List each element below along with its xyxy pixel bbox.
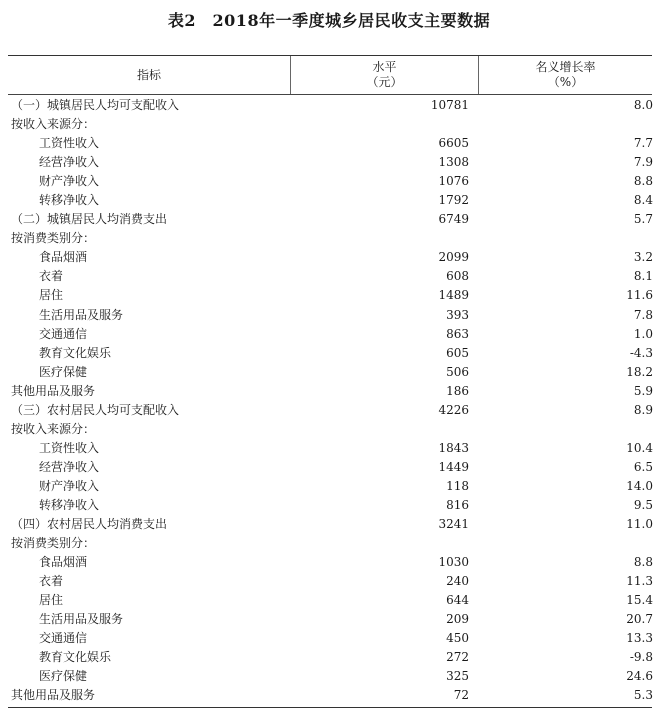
table-row <box>8 115 652 134</box>
row-growth-value: 11.0 <box>626 517 653 532</box>
row-level-value: 240 <box>446 574 469 589</box>
row-label: 交通通信 <box>39 326 88 341</box>
row-growth-value: 5.9 <box>633 383 653 398</box>
table-row <box>8 229 652 248</box>
row-label: （一）城镇居民人均可支配收入 <box>11 98 180 112</box>
row-growth-value: 24.6 <box>626 669 653 684</box>
row-growth-value: -4.3 <box>629 345 653 360</box>
table-row <box>8 210 652 229</box>
table-row <box>8 306 652 325</box>
row-growth-value: 3.2 <box>633 250 653 265</box>
row-label: 按收入来源分： <box>11 421 96 436</box>
row-label: 工资性收入 <box>39 136 100 151</box>
table-header <box>8 56 652 95</box>
table-row <box>8 534 652 553</box>
row-growth-value: 7.9 <box>633 155 653 170</box>
row-growth-value: 15.4 <box>626 593 653 608</box>
table-row <box>8 515 652 534</box>
row-level-value: 4226 <box>438 402 469 417</box>
row-level-value: 1792 <box>438 193 469 208</box>
table-row <box>8 667 652 686</box>
header-indicator <box>8 56 290 94</box>
table-row <box>8 686 652 705</box>
table-row <box>8 553 652 572</box>
row-growth-value: 10.4 <box>626 440 653 455</box>
row-growth-value: 1.0 <box>633 326 653 341</box>
row-label: 食品烟酒 <box>39 555 88 570</box>
row-level-value: 325 <box>446 669 469 684</box>
row-label: 财产净收入 <box>39 174 100 189</box>
row-level-value: 1308 <box>438 155 469 170</box>
row-label: 经营净收入 <box>39 459 100 474</box>
row-growth-value: -9.8 <box>629 650 653 665</box>
table-row <box>8 477 652 496</box>
row-level-value: 10781 <box>430 98 469 112</box>
table-body <box>8 96 652 706</box>
table-row <box>8 420 652 439</box>
table-row <box>8 172 652 191</box>
row-label: （二）城镇居民人均消费支出 <box>11 212 168 227</box>
row-label: 工资性收入 <box>39 440 100 455</box>
row-level-value: 72 <box>453 688 469 703</box>
row-level-value: 644 <box>446 593 469 608</box>
table-row <box>8 591 652 610</box>
row-label: 交通通信 <box>39 631 88 646</box>
table-row <box>8 325 652 344</box>
row-label: 食品烟酒 <box>39 250 88 265</box>
table-row <box>8 267 652 286</box>
row-label: 居住 <box>39 288 64 303</box>
table-row <box>8 248 652 267</box>
row-level-value: 1076 <box>438 174 469 189</box>
header-level-label: 水平 <box>372 60 397 74</box>
row-level-value: 3241 <box>438 517 469 532</box>
header-growth-unit: （%） <box>547 75 584 89</box>
table-row <box>8 648 652 667</box>
row-label: 按消费类别分： <box>11 536 96 551</box>
header-indicator-label: 指标 <box>136 67 161 82</box>
row-label: 生活用品及服务 <box>39 612 124 627</box>
row-level-value: 118 <box>446 478 469 493</box>
table-row <box>8 401 652 420</box>
table-row <box>8 496 652 515</box>
row-label: 转移净收入 <box>39 497 100 512</box>
table-row <box>8 344 652 363</box>
row-level-value: 605 <box>446 345 469 360</box>
row-level-value: 1843 <box>438 440 469 455</box>
row-level-value: 272 <box>446 650 469 665</box>
table-row <box>8 458 652 477</box>
row-growth-value: 8.9 <box>633 402 653 417</box>
row-growth-value: 7.8 <box>633 307 653 322</box>
row-growth-value: 8.4 <box>633 193 653 208</box>
header-level-unit: （元） <box>366 75 403 89</box>
row-label: 教育文化娱乐 <box>39 345 112 360</box>
table-row <box>8 439 652 458</box>
table-row <box>8 96 652 115</box>
row-level-value: 863 <box>446 326 469 341</box>
row-label: 生活用品及服务 <box>39 307 124 322</box>
row-level-value: 1030 <box>438 555 469 570</box>
row-label: （四）农村居民人均消费支出 <box>11 517 168 532</box>
row-level-value: 506 <box>446 364 469 379</box>
row-level-value: 816 <box>446 497 469 512</box>
row-level-value: 6605 <box>438 136 469 151</box>
header-growth <box>479 56 652 94</box>
row-level-value: 450 <box>446 631 469 646</box>
row-growth-value: 5.3 <box>633 688 653 703</box>
row-growth-value: 8.8 <box>633 555 653 570</box>
header-level <box>291 56 478 94</box>
row-label: 财产净收入 <box>39 478 100 493</box>
row-level-value: 2099 <box>438 250 469 265</box>
row-label: 其他用品及服务 <box>11 383 96 398</box>
row-growth-value: 5.7 <box>633 212 653 227</box>
row-level-value: 1449 <box>438 459 469 474</box>
row-growth-value: 11.3 <box>626 574 653 589</box>
row-label: 其他用品及服务 <box>11 688 96 703</box>
row-growth-value: 9.5 <box>633 497 653 512</box>
row-label: 按收入来源分： <box>11 117 96 132</box>
row-growth-value: 18.2 <box>626 364 653 379</box>
table-row <box>8 286 652 305</box>
row-label: 教育文化娱乐 <box>39 650 112 665</box>
row-growth-value: 8.0 <box>633 98 653 112</box>
row-label: 医疗保健 <box>39 364 88 379</box>
row-label: 经营净收入 <box>39 155 100 170</box>
data-table <box>8 55 652 708</box>
row-level-value: 393 <box>446 307 469 322</box>
row-label: 按消费类别分： <box>11 231 96 246</box>
row-growth-value: 14.0 <box>626 478 653 493</box>
row-growth-value: 8.1 <box>633 269 653 284</box>
table-row <box>8 382 652 401</box>
table-row <box>8 610 652 629</box>
row-growth-value: 6.5 <box>633 459 653 474</box>
row-label: 医疗保健 <box>39 669 88 684</box>
table-title: 表2 2018年一季度城乡居民收支主要数据 <box>167 11 491 30</box>
table-row <box>8 572 652 591</box>
row-label: （三）农村居民人均可支配收入 <box>11 402 180 417</box>
row-growth-value: 11.6 <box>626 288 653 303</box>
row-level-value: 209 <box>446 612 469 627</box>
row-growth-value: 13.3 <box>626 631 653 646</box>
row-growth-value: 8.8 <box>633 174 653 189</box>
row-level-value: 186 <box>446 383 469 398</box>
table-row <box>8 629 652 648</box>
table-row <box>8 153 652 172</box>
table-row <box>8 363 652 382</box>
row-label: 衣着 <box>39 269 64 284</box>
row-level-value: 6749 <box>438 212 469 227</box>
row-label: 衣着 <box>39 574 64 589</box>
row-label: 居住 <box>39 593 64 608</box>
table-row <box>8 191 652 210</box>
row-level-value: 1489 <box>438 288 469 303</box>
row-growth-value: 7.7 <box>633 136 653 151</box>
table-row <box>8 134 652 153</box>
row-growth-value: 20.7 <box>626 612 653 627</box>
row-label: 转移净收入 <box>39 193 100 208</box>
row-level-value: 608 <box>446 269 469 284</box>
header-growth-label: 名义增长率 <box>535 60 596 74</box>
